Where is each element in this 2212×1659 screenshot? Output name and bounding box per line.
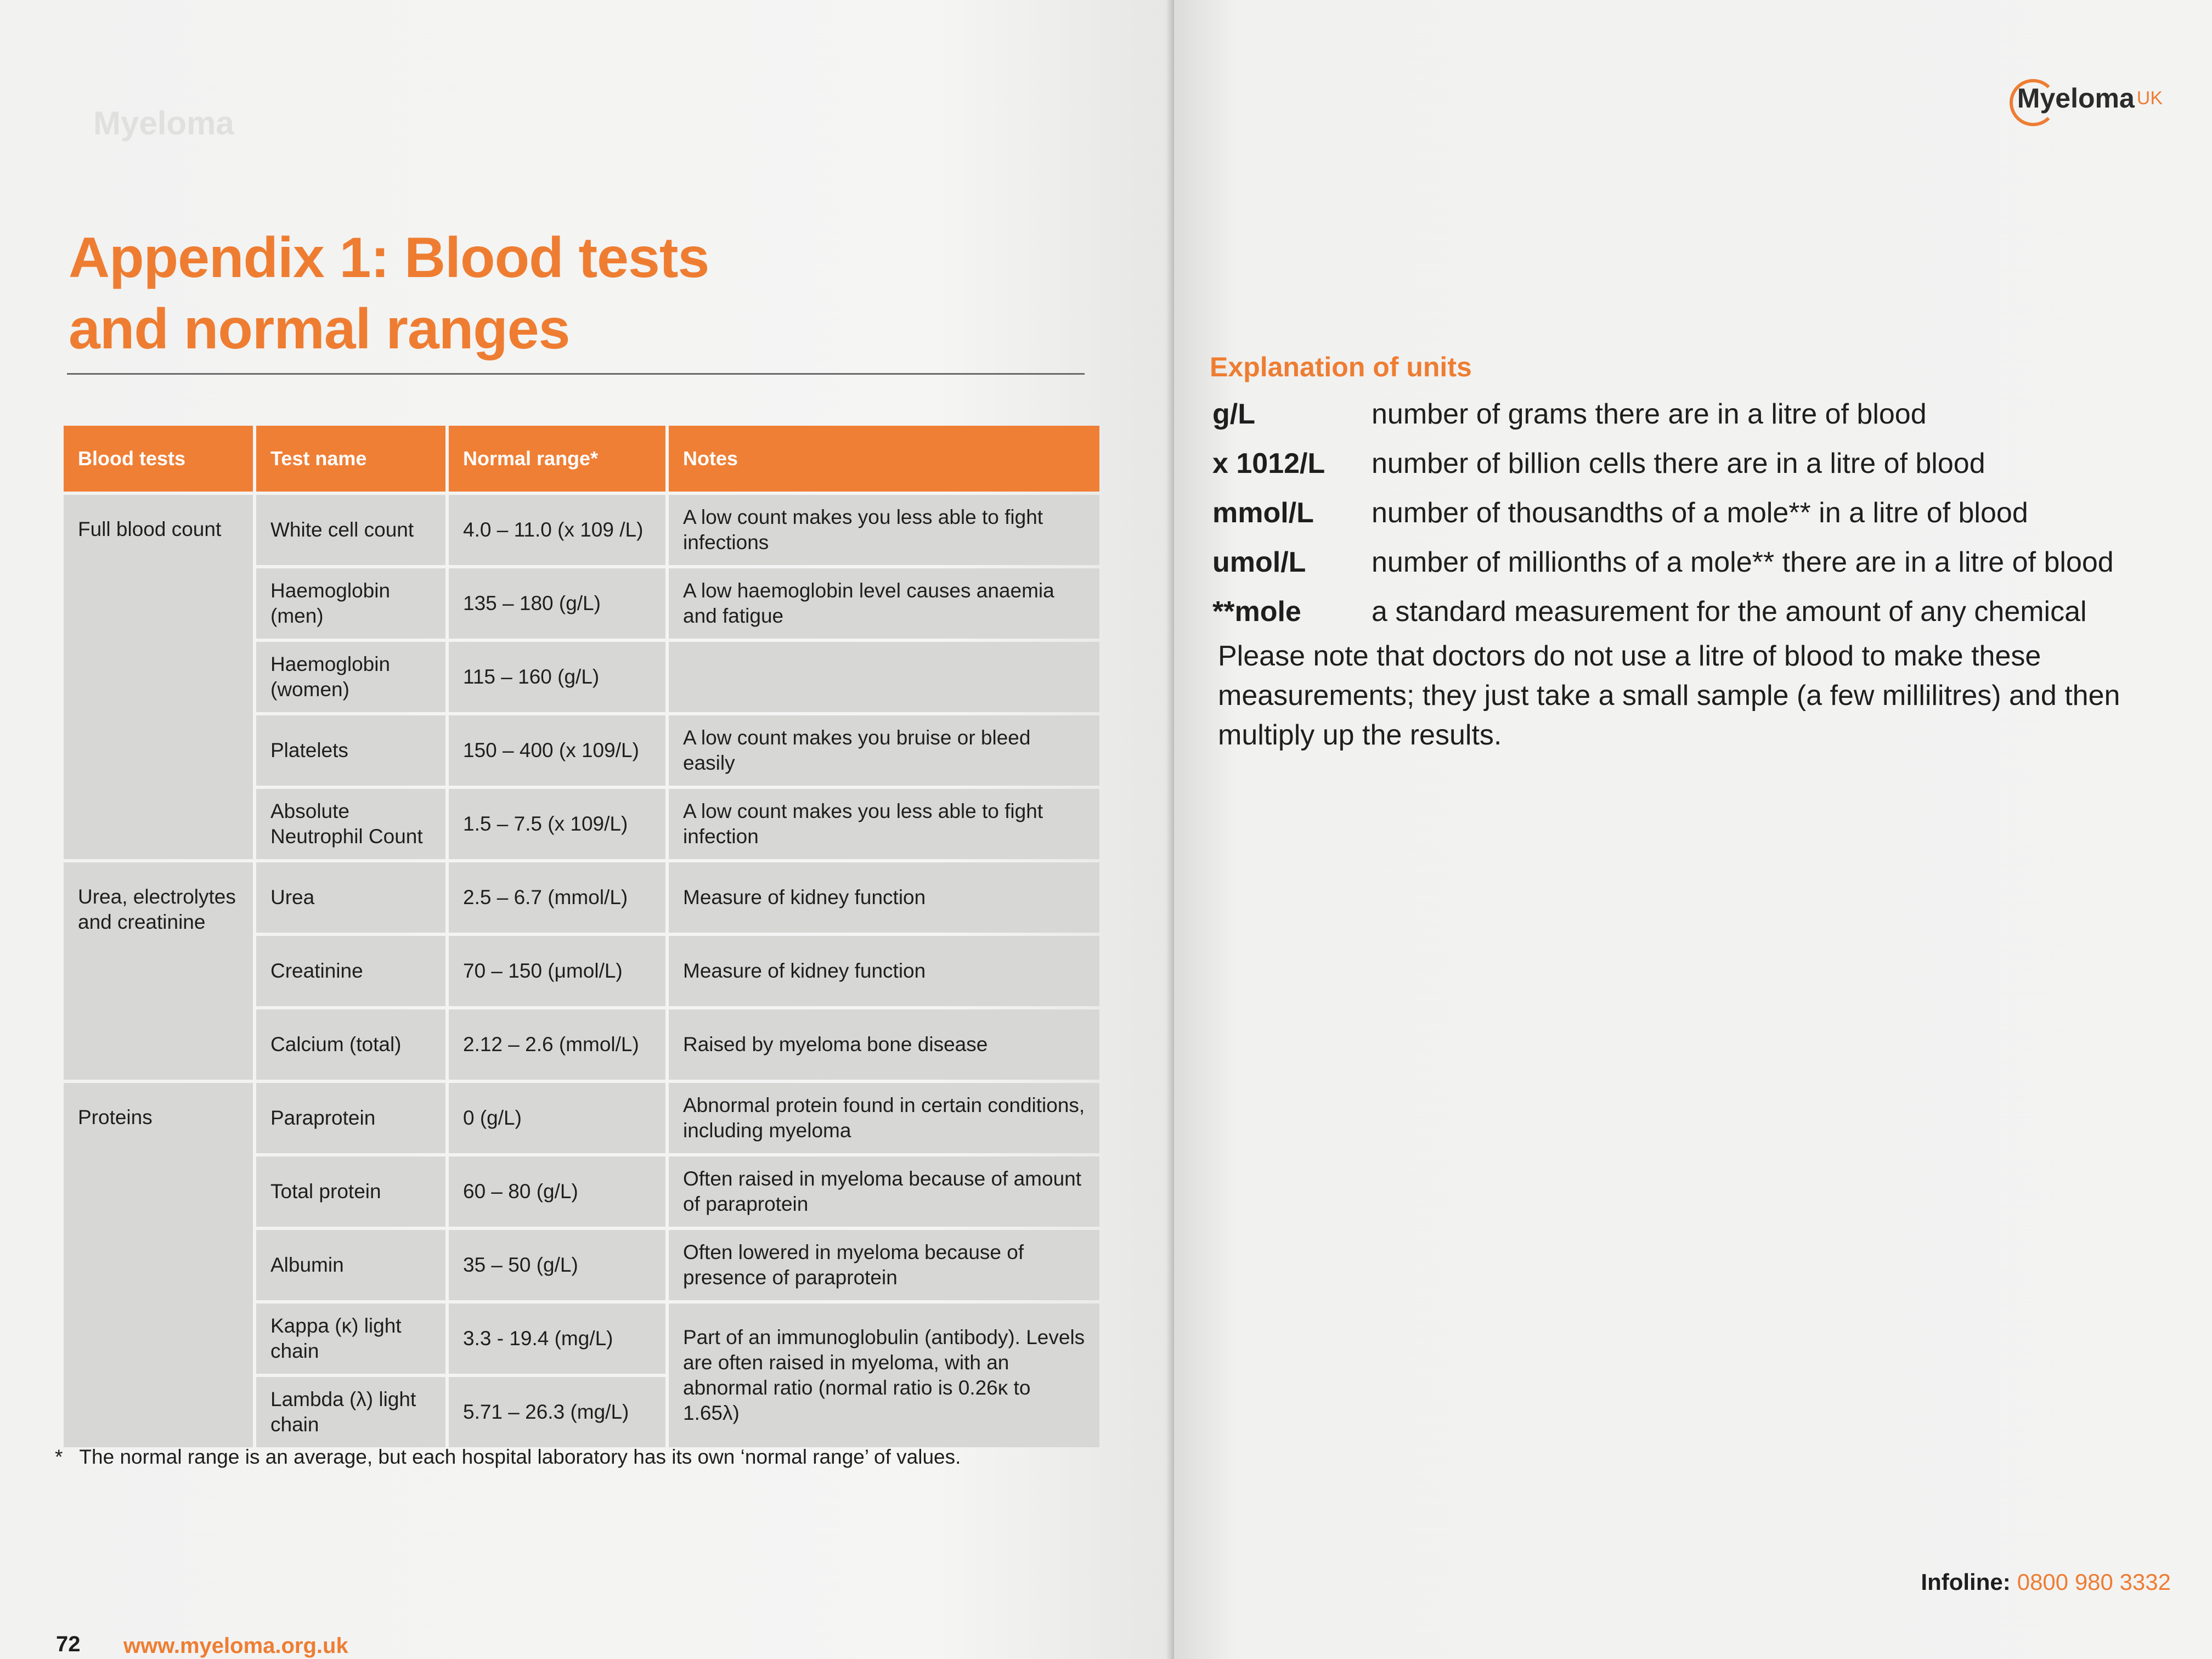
- footnote-marker: *: [55, 1446, 63, 1468]
- units-note-paragraph: Please note that doctors do not use a litre of blood to make these measurements; they just take a small sample (a few millilitres) and then multiply up the results.: [1218, 640, 2120, 751]
- test-name-cell: Absolute Neutrophil Count: [256, 789, 445, 859]
- footnote: [55, 1446, 961, 1469]
- ghost-logo: Myeloma: [93, 105, 234, 142]
- note-cell: Measure of kidney function: [669, 936, 1099, 1006]
- note-cell: A low count makes you less able to fight infections: [669, 495, 1099, 565]
- test-name-cell: Haemoglobin (women): [256, 642, 445, 712]
- column-header-test-name: Test name: [256, 426, 445, 492]
- range-cell: 115 – 160 (g/L): [449, 642, 665, 712]
- test-name-cell: Platelets: [256, 715, 445, 786]
- test-name-cell: Creatinine: [256, 936, 445, 1006]
- page-number: 72: [56, 1632, 81, 1656]
- note-cell: A low count makes you less able to fight infection: [669, 789, 1099, 859]
- infoline: [1921, 1569, 2171, 1595]
- footnote-text: The normal range is an average, but each hospital laboratory has its own ‘normal range’ of values.: [79, 1446, 961, 1468]
- test-name-cell: Kappa (κ) light chain: [256, 1304, 445, 1374]
- test-name-cell: Total protein: [256, 1156, 445, 1227]
- note-cell: Raised by myeloma bone disease: [669, 1009, 1099, 1080]
- column-header-normal-range: Normal range*: [449, 426, 665, 492]
- table-row: [64, 862, 1099, 933]
- unit-term: g/L: [1212, 398, 1255, 430]
- test-name-cell: White cell count: [256, 495, 445, 565]
- unit-term: umol/L: [1212, 546, 1306, 578]
- note-cell: [669, 642, 1099, 712]
- unit-definition: number of billion cells there are in a litre of blood: [1372, 448, 1985, 479]
- unit-row: [1212, 447, 1985, 480]
- column-header-notes: Notes: [669, 426, 1099, 492]
- test-name-cell: Haemoglobin (men): [256, 568, 445, 639]
- range-cell: 150 – 400 (x 109/L): [449, 715, 665, 786]
- unit-term: mmol/L: [1212, 497, 1314, 529]
- test-name-cell: Urea: [256, 862, 445, 933]
- title-line-1: Appendix 1: Blood tests: [69, 226, 709, 290]
- range-cell: 135 – 180 (g/L): [449, 568, 665, 639]
- range-cell: 4.0 – 11.0 (x 109 /L): [449, 495, 665, 565]
- range-cell: 5.71 – 26.3 (mg/L): [449, 1377, 665, 1447]
- right-page: [1174, 0, 2212, 1659]
- group-cell: Proteins: [64, 1083, 253, 1447]
- unit-row: [1212, 398, 1927, 431]
- note-cell: Abnormal protein found in certain conditions, including myeloma: [669, 1083, 1099, 1153]
- title-line-2: and normal ranges: [69, 297, 570, 361]
- page-title: [69, 222, 891, 365]
- title-divider: [67, 373, 1085, 375]
- range-cell: 0 (g/L): [449, 1083, 665, 1153]
- unit-definition: number of thousandths of a mole** in a litre of blood: [1372, 497, 2028, 529]
- myeloma-uk-logo: [2017, 82, 2163, 114]
- table-row: [64, 495, 1099, 565]
- note-cell: Part of an immunoglobulin (antibody). Levels are often raised in myeloma, with an abnormal ratio (normal ratio is 0.26κ to 1.65λ): [669, 1304, 1099, 1447]
- test-name-cell: Paraprotein: [256, 1083, 445, 1153]
- note-cell: Often lowered in myeloma because of presence of paraprotein: [669, 1230, 1099, 1300]
- unit-row: [1212, 546, 2114, 579]
- range-cell: 70 – 150 (μmol/L): [449, 936, 665, 1006]
- logo-wordmark: Myeloma: [2017, 83, 2135, 114]
- test-name-cell: Calcium (total): [256, 1009, 445, 1080]
- unit-definition: number of millionths of a mole** there are in a litre of blood: [1372, 546, 2114, 578]
- website-url: www.myeloma.org.uk: [123, 1634, 348, 1658]
- range-cell: 2.5 – 6.7 (mmol/L): [449, 862, 665, 933]
- note-cell: Measure of kidney function: [669, 862, 1099, 933]
- note-cell: A low count makes you bruise or bleed easily: [669, 715, 1099, 786]
- test-name-cell: Albumin: [256, 1230, 445, 1300]
- test-name-cell: Lambda (λ) light chain: [256, 1377, 445, 1447]
- note-cell: Often raised in myeloma because of amount of paraprotein: [669, 1156, 1099, 1227]
- group-cell: Urea, electrolytes and creatinine: [64, 862, 253, 1080]
- unit-term: x 1012/L: [1212, 448, 1325, 479]
- group-cell: Full blood count: [64, 495, 253, 859]
- range-cell: 2.12 – 2.6 (mmol/L): [449, 1009, 665, 1080]
- range-cell: 35 – 50 (g/L): [449, 1230, 665, 1300]
- table-row: [64, 1083, 1099, 1153]
- blood-tests-table: [60, 422, 1103, 1451]
- unit-row: [1212, 496, 2028, 529]
- table-header-row: [64, 426, 1099, 492]
- unit-definition: a standard measurement for the amount of any chemical: [1372, 596, 2087, 628]
- logo-suffix: UK: [2136, 87, 2163, 109]
- units-heading: Explanation of units: [1210, 352, 1472, 382]
- column-header-blood-tests: Blood tests: [64, 426, 253, 492]
- range-cell: 1.5 – 7.5 (x 109/L): [449, 789, 665, 859]
- unit-term: **mole: [1212, 596, 1301, 628]
- unit-row: [1212, 595, 2087, 628]
- range-cell: 3.3 - 19.4 (mg/L): [449, 1304, 665, 1374]
- infoline-label: Infoline:: [1921, 1569, 2011, 1595]
- note-cell: A low haemoglobin level causes anaemia and fatigue: [669, 568, 1099, 639]
- range-cell: 60 – 80 (g/L): [449, 1156, 665, 1227]
- infoline-number: 0800 980 3332: [2017, 1569, 2171, 1595]
- unit-definition: number of grams there are in a litre of blood: [1372, 398, 1927, 430]
